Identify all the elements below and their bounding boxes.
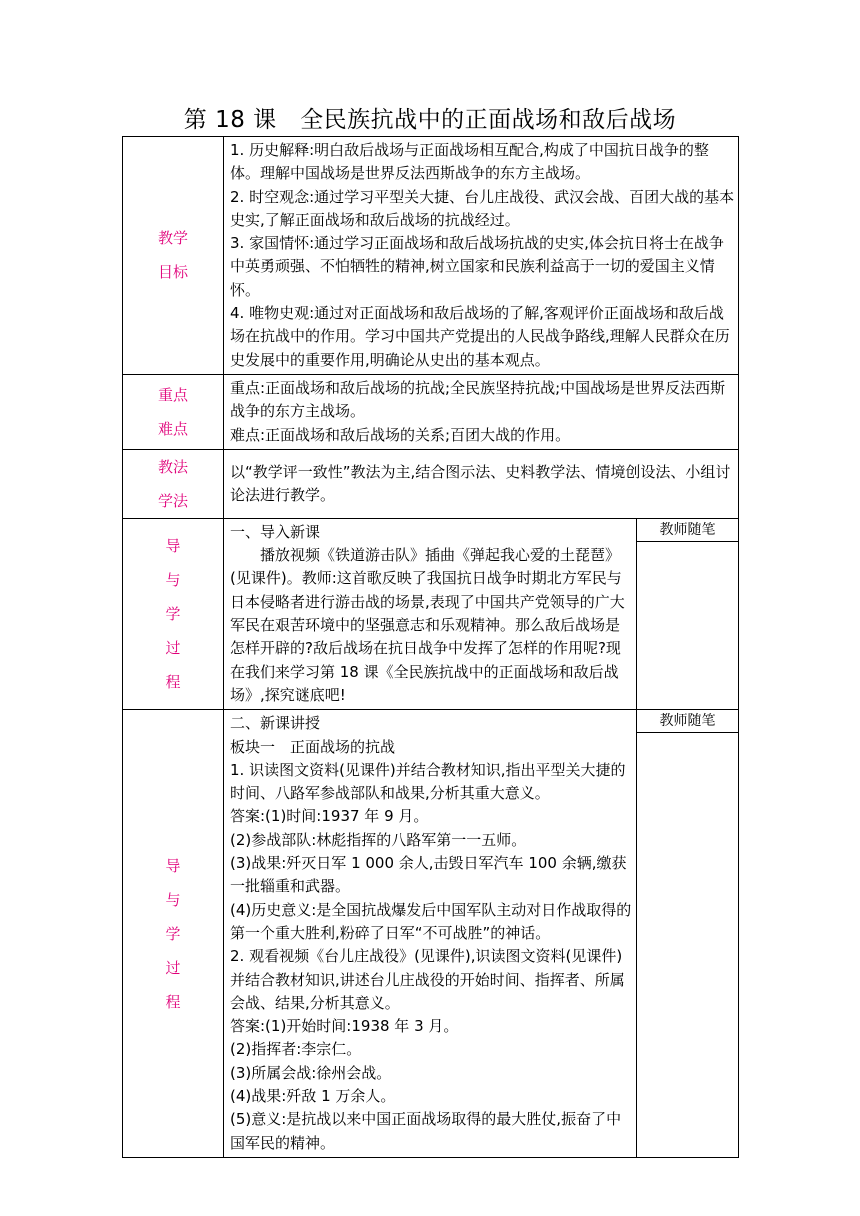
answer-line: (4)战果:歼敌 1 万余人。 <box>230 1086 396 1105</box>
answer-line: (5)意义:是抗战以来中国正面战场取得的最大胜仗,振奋了中国军民的精神。 <box>230 1110 622 1152</box>
answer-line: 答案:(1)时间:1937 年 9 月。 <box>230 807 429 826</box>
lesson-plan-table <box>122 136 739 1158</box>
goal-item: 2. 时空观念:通过学习平型关大捷、台儿庄战役、武汉会战、百团大战的基本史实,了解正面战场和敌后战场的抗战经过。 <box>230 187 735 229</box>
goals-content <box>224 137 739 375</box>
goals-label: 教学 目标 <box>123 137 224 375</box>
section-heading: 二、新课讲授 <box>230 714 321 733</box>
answer-line: (3)所属会战:徐州会战。 <box>230 1063 392 1082</box>
difficulty-item: 难点:正面战场和敌后战场的关系;百团大战的作用。 <box>230 425 571 444</box>
question-item: 2. 观看视频《台儿庄战役》(见课件),识读图文资料(见课件)并结合教材知识,讲述台儿庄战役的开始时间、指挥者、所属会战、结果,分析其意义。 <box>230 947 625 1012</box>
goal-item: 4. 唯物史观:通过对正面战场和敌后战场的了解,客观评价正面战场和敌后战场在抗战中的作用。学习中国共产党提出的人民战争路线,理解人民群众在历史发展中的重要作用,明确论从史出的基本观点。 <box>230 304 730 369</box>
goal-item: 1. 历史解释:明白敌后战场与正面战场相互配合,构成了中国抗日战争的整体。理解中国战场是世界反法西斯战争的东方主战场。 <box>230 141 709 183</box>
goal-item: 3. 家国情怀:通过学习正面战场和敌后战场抗战的史实,体会抗日将士在战争中英勇顽强、不怕牺牲的精神,树立国家和民族利益高于一切的爱国主义情怀。 <box>230 234 724 299</box>
answer-line: (2)参战部队:林彪指挥的八路军第一一五师。 <box>230 830 527 849</box>
process-label: 导 与 学 过 程 <box>123 518 224 709</box>
teacher-notes-header: 教师随笔 <box>637 710 738 733</box>
lecture-content <box>224 710 637 1158</box>
goals-row <box>123 137 739 375</box>
methods-label: 教法 学法 <box>123 449 224 518</box>
process-row-intro <box>123 518 739 709</box>
keypoint-item: 重点:正面战场和敌后战场的抗战;全民族坚持抗战;中国战场是世界反法西斯战争的东方主战场。 <box>230 378 726 421</box>
question-item: 1. 识读图文资料(见课件)并结合教材知识,指出平型关大捷的时间、八路军参战部队和战果,分析其重大意义。 <box>230 760 626 803</box>
lesson-title: 第 18 课 全民族抗战中的正面战场和敌后战场 <box>183 107 677 133</box>
intro-content <box>224 518 637 709</box>
methods-content <box>224 449 739 518</box>
methods-text: 以“教学评一致性”教法为主,结合图示法、史料教学法、情境创设法、小组讨论法进行教学。 <box>230 462 731 504</box>
answer-line: (3)战果:歼灭日军 1 000 余人,击毁日军汽车 100 余辆,缴获一批辎重和武器。 <box>230 854 627 896</box>
answer-line: 答案:(1)开始时间:1938 年 3 月。 <box>230 1017 459 1036</box>
process-row-lecture <box>123 710 739 1158</box>
keypoints-row <box>123 374 739 449</box>
process-label: 导 与 学 过 程 <box>123 710 224 1158</box>
teacher-notes-header: 教师随笔 <box>637 519 738 542</box>
teacher-notes-cell <box>637 710 739 1158</box>
block-heading: 板块一 正面战场的抗战 <box>230 737 396 756</box>
teacher-notes-cell <box>637 518 739 709</box>
section-heading: 一、导入新课 <box>230 522 321 541</box>
answer-line: (2)指挥者:李宗仁。 <box>230 1040 362 1059</box>
answer-line: (4)历史意义:是全国抗战爆发后中国军队主动对日作战取得的第一个重大胜利,粉碎了日军“不可战胜”的神话。 <box>230 900 632 942</box>
keypoints-content <box>224 374 739 449</box>
methods-row <box>123 449 739 518</box>
keypoints-label: 重点 难点 <box>123 374 224 449</box>
intro-paragraph: 播放视频《铁道游击队》插曲《弹起我心爱的土琵琶》(见课件)。教师:这首歌反映了我国抗日战争时期北方军民与日本侵略者进行游击战的场景,表现了中国共产党领导的广大军民在艰苦环境中的坚强意志和乐观精神。那么敌后战场是怎样开辟的?敌后战场在抗日战争中发挥了怎样的作用呢?现在我们来学习第 18 课《全民族抗战中的正面战场和敌后战场》,探究谜底吧! <box>230 546 625 704</box>
